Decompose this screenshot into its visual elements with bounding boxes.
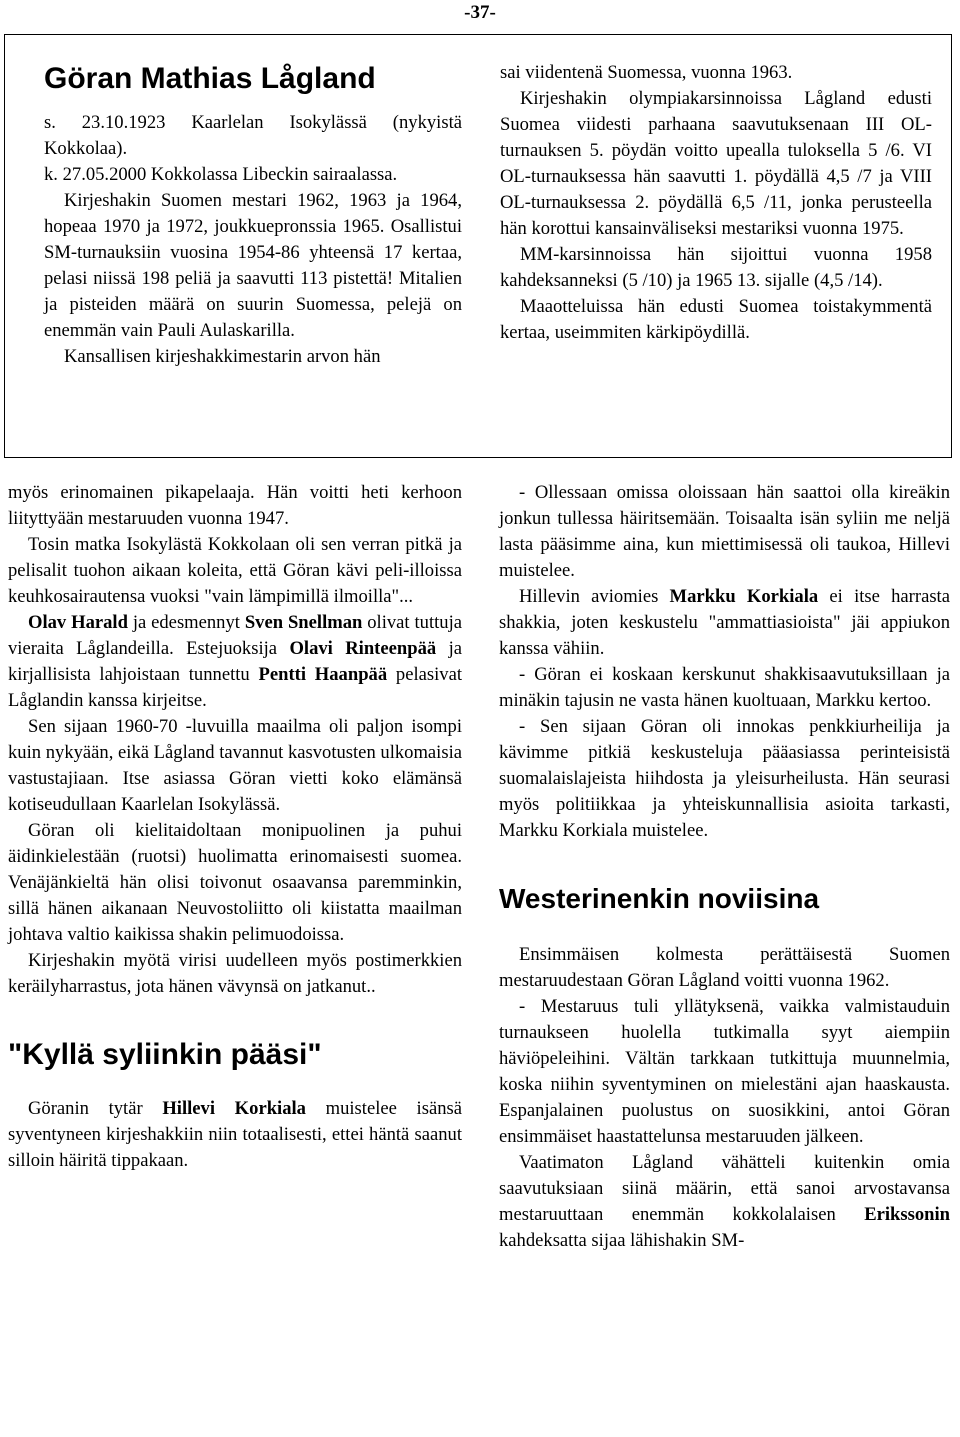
article-paragraph: Kirjeshakin myötä virisi uudelleen myös postimerkkien keräilyharrastus, jota hänen vävynsä on jatkanut.. xyxy=(8,950,462,997)
article-right-column xyxy=(499,480,950,1254)
article-paragraph: - Ollessaan omissa oloissaan hän saattoi olla kireäkin jonkun tullessa häiritsemään. Toisaalta isän syliin me neljä lasta pääsimme aina, kun miettimisessä oli taukoa, Hillevi muistelee. xyxy=(499,482,950,581)
box-right-column xyxy=(500,60,932,346)
box-paragraph: Maaotteluissa hän edusti Suomea toistakymmentä kertaa, useimmiten kärkipöydillä. xyxy=(500,296,932,343)
article-paragraph: - Mestaruus tuli yllätyksenä, vaikka valmistauduin turnaukseen huolella tutkimalla syyt aiempiin häviöpeleihini. Vältän tarkkaan tutkittuja muunnelmia, koska niihin syventyminen on mielestäni ajan haaskausta. Espanjalainen puolustus on suosikkini, antoi Göran ensimmäiset haastattelunsa mestaruuden jälkeen. xyxy=(499,996,950,1147)
death-info: k. 27.05.2000 Kokkolassa Libeckin sairaalassa. xyxy=(44,164,398,185)
article-left-column xyxy=(8,480,462,1174)
person-name: Olav Harald xyxy=(28,612,128,633)
person-name: Markku Korkiala xyxy=(669,586,819,607)
section-heading: "Kyllä syliinkin pääsi" xyxy=(8,1038,322,1071)
article-paragraph: - Göran ei koskaan kerskunut shakkisaavutuksillaan ja minäkin tajusin ne vasta hänen kuoltuaan, Markku kertoo. xyxy=(499,664,950,711)
box-paragraph: Kirjeshakin Suomen mestari 1962, 1963 ja 1964, hopeaa 1970 ja 1972, joukkuepronssia 1965. Osallistui SM-turnauksiin vuosina 1954-86 yhteensä 17 kertaa, pelasi niissä 198 peliä ja saavutti 113 pistettä! Mitalien ja pisteiden määrä on suurin Suomessa, pelejä on enemmän vain Pauli Aulaskarilla. xyxy=(44,190,462,341)
box-paragraph: MM-karsinnoissa hän sijoittui vuonna 1958 kahdeksanneksi (5 /10) ja 1965 13. sijalle (4,5 /14). xyxy=(500,244,932,291)
birth-info: s. 23.10.1923 Kaarlelan Isokylässä (nykyistä Kokkolaa). xyxy=(44,112,462,159)
person-name: Pentti Haanpää xyxy=(258,664,388,685)
box-paragraph: Kirjeshakin olympiakarsinnoissa Lågland edusti Suomea viidesti parhaana saavutuksenaan III OL-turnauksen 5. pöydän voitto upealla tuloksella 5 /6. VI OL-turnauksessa hän saavutti 1. pöydällä 4,5 /7 ja VIII OL-turnauksessa 2. pöydällä 6,5 /11, jonka perusteella hän korottui kansainväliseksi mestariksi vuonna 1975. xyxy=(500,88,932,239)
box-paragraph: Kansallisen kirjeshakkimestarin arvon hän xyxy=(64,346,381,367)
person-name: Erikssonin xyxy=(864,1204,950,1225)
article-paragraph: Vaatimaton Lågland vähätteli kuitenkin omia saavutuksiaan siinä määrin, että sanoi arvostavansa mestaruuttaan enemmän kokkolalaisen Erikssonin kahdeksatta sijaa lähishakin SM- xyxy=(499,1152,950,1251)
person-name: Sven Snellman xyxy=(244,612,363,633)
page-number: -37- xyxy=(464,2,496,23)
article-paragraph: Tosin matka Isokylästä Kokkolaan oli sen verran pitkä ja pelisalit tuohon aikaan koleita, että Göran kävi peli-illoissa keuhkosairautensa vuoksi "vain lämpimillä ilmoilla"... xyxy=(8,534,462,607)
article-paragraph: Göranin tytär Hillevi Korkiala muistelee isänsä syventyneen kirjeshakkiin niin totaalisesti, ettei häntä saanut silloin häiritä tippakaan. xyxy=(8,1098,462,1171)
person-name: Olavi Rinteenpää xyxy=(289,638,437,659)
article-paragraph: Hillevin aviomies Markku Korkiala ei itse harrasta shakkia, joten keskustelu "ammattiasioista" jäi appiukon kanssa vähiin. xyxy=(499,586,950,659)
person-name: Hillevi Korkiala xyxy=(162,1098,306,1119)
article-paragraph: - Sen sijaan Göran oli innokas penkkiurheilija ja kävimme pitkiä keskusteluja pääasiassa perinteisistä suomalaislajeista hiihdosta ja yleisurheilusta. Hän seurasi myös politiikkaa ja yhteiskunnallisia asioita tarkasti, Markku Korkiala muistelee. xyxy=(499,716,950,841)
article-paragraph: Göran oli kielitaidoltaan monipuolinen ja puhui äidinkielestään (ruotsi) huolimatta erinomaisesti suomea. Venäjänkieltä hän olisi toivonut osaavansa paremminkin, sillä hänen aikanaan Neuvostoliitto oli kiistatta maailman johtava valtio kaikissa shakin pelimuodoissa. xyxy=(8,820,462,945)
article-paragraph: Olav Harald ja edesmennyt Sven Snellman olivat tuttuja vieraita Låglandeilla. Estejuoksija Olavi Rinteenpää ja kirjallisista lahjoistaan tunnettu Pentti Haanpää pelasivat Låglandin kanssa kirjeitse. xyxy=(8,612,463,711)
section-heading: Westerinenkin noviisina xyxy=(499,883,820,914)
article-paragraph: myös erinomainen pikapelaaja. Hän voitti heti kerhoon liityttyään mestaruuden vuonna 1947. xyxy=(8,482,462,529)
box-paragraph: sai viidentenä Suomessa, vuonna 1963. xyxy=(500,62,793,83)
box-left-column xyxy=(44,60,462,370)
biography-heading: Göran Mathias Lågland xyxy=(44,62,376,95)
article-paragraph: Sen sijaan 1960-70 -luvuilla maailma oli paljon isompi kuin nykyään, eikä Lågland tavannut kasvotusten ulkomaisia vastustajiaan. Itse asiassa Göran vietti koko elämänsä kotiseudullaan Kaarlelan Isokylässä. xyxy=(8,716,462,815)
article-paragraph: Ensimmäisen kolmesta perättäisestä Suomen mestaruudestaan Göran Lågland voitti vuonna 1962. xyxy=(499,944,950,991)
